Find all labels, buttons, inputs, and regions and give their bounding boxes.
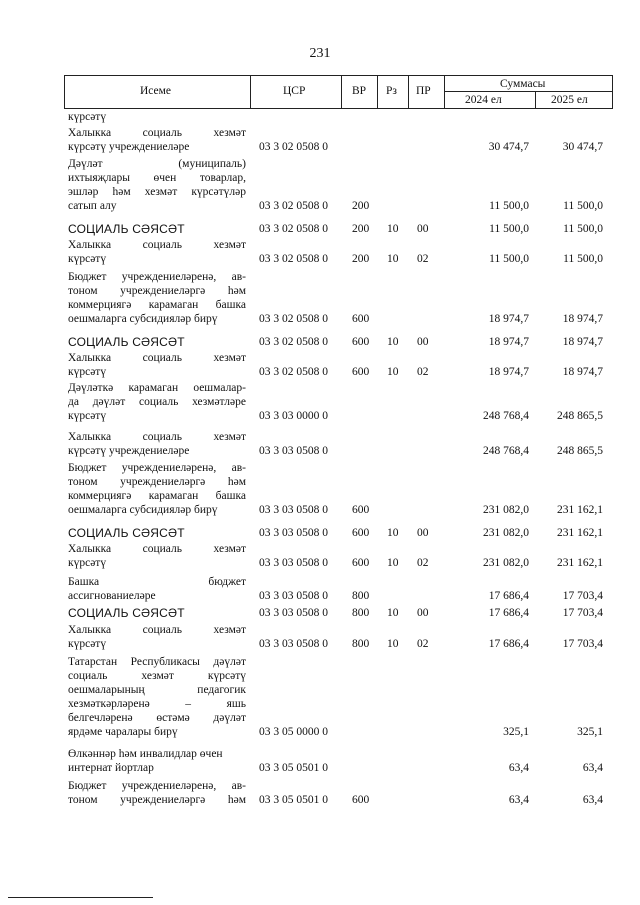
row-vr: 600 [352,366,370,378]
row-sum-2024: 30 474,7 [488,141,529,153]
header-rz: Рз [386,85,397,97]
row-sum-2024: 248 768,4 [483,445,529,457]
row-rz: 10 [387,223,399,235]
row-sum-2025: 11 500,0 [563,253,603,265]
row-sum-2024: 18 974,7 [488,336,529,348]
row-sum-2025: 63,4 [582,762,603,774]
row-sum-2024: 18 974,7 [488,313,529,325]
row-name-line: Халыкка социаль хезмәт [68,543,246,555]
row-name-line: оешмаларга субсидияләр бирү [68,313,218,325]
row-csr: 03 3 02 0508 0 [259,141,328,153]
header-csr: ЦСР [283,85,306,97]
header-year-2024: 2024 ел [465,94,502,106]
row-name-line: оешмаларга субсидияләр бирү [68,504,218,516]
row-name-line: Халыкка социаль хезмәт [68,127,246,139]
row-sum-2024: 18 974,7 [488,366,529,378]
row-name-line: коммерциягә карамаган башка [68,490,246,502]
row-sum-2025: 231 162,1 [557,557,603,569]
row-pr: 00 [417,223,429,235]
row-name-line: күрсәтү [68,410,107,422]
row-name [68,655,246,739]
row-name [68,575,246,603]
row-name-line: СОЦИАЛЬ СӘЯСӘТ [68,335,185,349]
row-name-line: коммерциягә карамаган башка [68,299,246,311]
row-name [68,779,246,807]
row-vr: 200 [352,223,370,235]
row-sum-2024: 11 500,0 [489,200,529,212]
row-pr: 02 [417,253,429,265]
row-name-line: интернат йортлар [68,762,154,774]
row-sum-2025: 231 162,1 [557,527,603,539]
row-rz: 10 [387,557,399,569]
row-name [68,110,246,124]
row-pr: 02 [417,557,429,569]
row-name [68,430,246,458]
row-sum-2025: 11 500,0 [563,200,603,212]
row-rz: 10 [387,527,399,539]
row-csr: 03 3 02 0508 0 [259,200,328,212]
row-sum-2024: 325,1 [503,726,529,738]
row-vr: 600 [352,504,370,516]
row-name-line: күрсәтү учреждениеләре [68,141,190,153]
row-name-line: ассигнованиеләре [68,590,156,602]
header-year-2025: 2025 ел [551,94,588,106]
row-name [68,222,246,236]
row-csr: 03 3 02 0508 0 [259,336,328,348]
row-pr: 00 [417,527,429,539]
row-name-line: Дәүләт (муниципаль) [68,158,246,170]
row-sum-2024: 63,4 [508,762,529,774]
row-sum-2025: 18 974,7 [562,313,603,325]
row-sum-2024: 231 082,0 [483,557,529,569]
header-pr: ПР [416,85,431,97]
row-name-line: Халыкка социаль хезмәт [68,239,246,251]
row-name-line: күрсәтү [68,253,107,265]
row-pr: 02 [417,366,429,378]
row-name-line: Дәүләткә карамаган оешмалар- [68,382,246,394]
row-sum-2025: 18 974,7 [562,336,603,348]
row-name-line: хезмәткәрләренә – яшь [68,698,246,710]
row-csr: 03 3 03 0508 0 [259,445,328,457]
row-name [68,157,246,213]
row-name-line: күрсәтү учреждениеләре [68,445,190,457]
row-sum-2024: 11 500,0 [489,223,529,235]
page-number: 231 [309,46,331,61]
row-sum-2025: 248 865,5 [557,410,603,422]
row-csr: 03 3 02 0508 0 [259,223,328,235]
row-name-line: эшләр һәм хезмәт күрсәтүләр [68,186,246,198]
row-sum-2024: 17 686,4 [488,638,529,650]
row-name [68,606,246,620]
row-csr: 03 3 03 0508 0 [259,557,328,569]
row-rz: 10 [387,253,399,265]
row-name-line: күрсәтү [68,557,107,569]
row-sum-2025: 325,1 [577,726,603,738]
row-rz: 10 [387,638,399,650]
row-csr: 03 3 03 0508 0 [259,638,328,650]
header-sums: Суммасы [500,78,546,90]
row-vr: 600 [352,336,370,348]
row-csr: 03 3 03 0508 0 [259,527,328,539]
row-name [68,335,246,349]
row-sum-2025: 231 162,1 [557,504,603,516]
row-name-line: Өлкәннәр һәм инвалидлар өчен [68,748,223,760]
row-vr: 800 [352,607,370,619]
row-name [68,238,246,266]
row-name-line: Башка бюджет [68,576,246,588]
row-name [68,270,246,326]
row-sum-2024: 231 082,0 [483,527,529,539]
row-sum-2024: 17 686,4 [488,590,529,602]
row-vr: 200 [352,253,370,265]
row-sum-2025: 18 974,7 [562,366,603,378]
row-name-line: Бюджет учреждениеләренә, ав- [68,271,246,283]
row-sum-2024: 17 686,4 [488,607,529,619]
row-sum-2024: 11 500,0 [489,253,529,265]
row-name-line: Халыкка социаль хезмәт [68,431,246,443]
row-name-line: оешмаларының педагогик [68,684,246,696]
row-csr: 03 3 05 0501 0 [259,762,328,774]
row-name [68,126,246,154]
row-name-line: белгечләренә өстәмә дәүләт [68,712,246,724]
header-vr: ВР [352,85,367,97]
row-sum-2025: 248 865,5 [557,445,603,457]
row-csr: 03 3 03 0508 0 [259,504,328,516]
row-name-line: Халыкка социаль хезмәт [68,624,246,636]
row-csr: 03 3 03 0508 0 [259,607,328,619]
row-name-line: тоном учреждениеләргә һәм [68,285,246,297]
row-name-line: күрсәтү [68,111,107,123]
row-pr: 00 [417,607,429,619]
row-csr: 03 3 02 0508 0 [259,313,328,325]
row-name [68,351,246,379]
row-name-line: СОЦИАЛЬ СӘЯСӘТ [68,222,185,236]
row-name-line: Халыкка социаль хезмәт [68,352,246,364]
row-name-line: Бюджет учреждениеләренә, ав- [68,780,246,792]
row-vr: 800 [352,638,370,650]
row-csr: 03 3 02 0508 0 [259,253,328,265]
row-name [68,381,246,423]
row-name [68,623,246,651]
row-name-line: күрсәтү [68,366,107,378]
row-sum-2025: 17 703,4 [562,638,603,650]
row-vr: 600 [352,313,370,325]
row-name [68,461,246,517]
row-csr: 03 3 05 0501 0 [259,794,328,806]
row-vr: 800 [352,590,370,602]
row-rz: 10 [387,366,399,378]
row-vr: 600 [352,794,370,806]
row-rz: 10 [387,336,399,348]
header-name: Исеме [140,85,172,97]
row-sum-2025: 11 500,0 [563,223,603,235]
row-sum-2025: 30 474,7 [562,141,603,153]
row-name [68,526,246,540]
row-pr: 00 [417,336,429,348]
row-name [68,542,246,570]
row-name-line: социаль хезмәт күрсәтү [68,670,246,682]
row-name-line: да дәүләт социаль хезмәтләре [68,396,246,408]
row-sum-2025: 17 703,4 [562,607,603,619]
row-name-line: сатып алу [68,200,117,212]
row-pr: 02 [417,638,429,650]
row-name [68,747,246,775]
row-sum-2024: 231 082,0 [483,504,529,516]
row-vr: 200 [352,200,370,212]
row-rz: 10 [387,607,399,619]
row-name-line: тоном учреждениеләргә һәм [68,794,246,806]
row-csr: 03 3 05 0000 0 [259,726,328,738]
row-name-line: күрсәтү [68,638,107,650]
row-name-line: Татарстан Республикасы дәүләт [68,656,246,668]
row-name-line: ярдәме чаралары бирү [68,726,178,738]
row-vr: 600 [352,527,370,539]
row-sum-2025: 17 703,4 [562,590,603,602]
row-sum-2024: 63,4 [508,794,529,806]
row-csr: 03 3 03 0000 0 [259,410,328,422]
row-name-line: тоном учреждениеләргә һәм [68,476,246,488]
row-name-line: Бюджет учреждениеләренә, ав- [68,462,246,474]
row-name-line: ихтыяҗлары өчен товарлар, [68,172,246,184]
row-sum-2024: 248 768,4 [483,410,529,422]
row-name-line: СОЦИАЛЬ СӘЯСӘТ [68,606,185,620]
row-vr: 600 [352,557,370,569]
row-name-line: СОЦИАЛЬ СӘЯСӘТ [68,526,185,540]
row-csr: 03 3 03 0508 0 [259,590,328,602]
row-csr: 03 3 02 0508 0 [259,366,328,378]
row-sum-2025: 63,4 [582,794,603,806]
footnote-divider [8,897,153,898]
